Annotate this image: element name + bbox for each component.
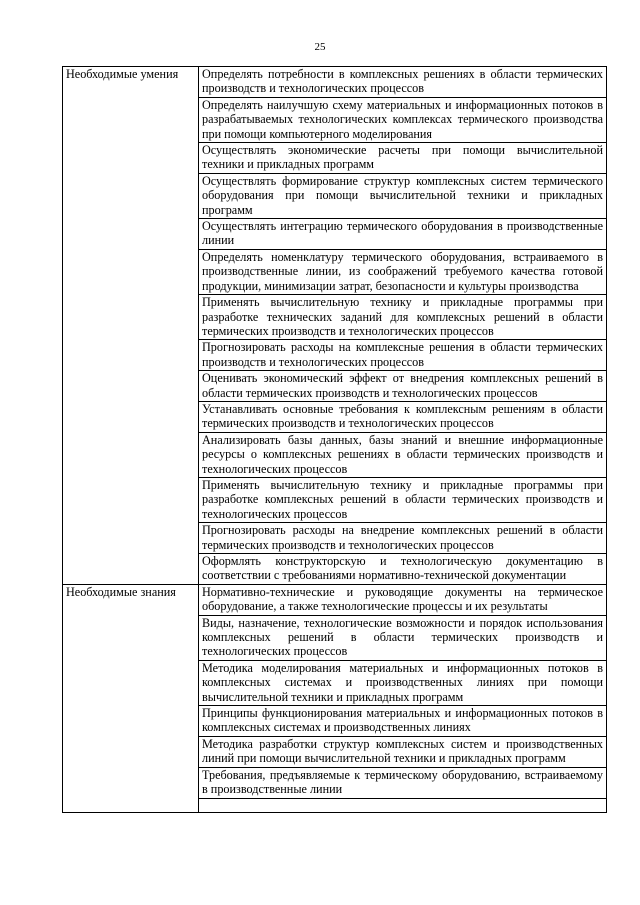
requirement-item: Методика разработки структур комплексных систем и производственных линий при помощи вычислительной техники и прикладных программ: [199, 736, 607, 767]
requirement-item: Прогнозировать расходы на внедрение комплексных решений в области термических производств и технологических процессов: [199, 523, 607, 554]
requirement-item: Устанавливать основные требования к комплексным решениям в области термических производств и технологических процессов: [199, 401, 607, 432]
requirement-item: Применять вычислительную технику и прикладные программы при разработке комплексных решений в области термических производств и технологических процессов: [199, 477, 607, 522]
requirement-item: Определять номенклатуру термического оборудования, встраиваемого в производственные линии, из соображений требуемого качества готовой продукции, минимизации затрат, безопасности и культуры производства: [199, 249, 607, 294]
requirement-item: Методика моделирования материальных и информационных потоков в комплексных системах и производственных линиях при помощи вычислительной техники и прикладных программ: [199, 660, 607, 705]
requirement-item: Осуществлять экономические расчеты при помощи вычислительной техники и прикладных программ: [199, 143, 607, 174]
requirement-item: Нормативно-технические и руководящие документы на термическое оборудование, а также технологические процессы и их результаты: [199, 584, 607, 615]
requirement-item: Осуществлять интеграцию термического оборудования в производственные линии: [199, 219, 607, 250]
table-row: [63, 584, 607, 615]
requirement-item: Принципы функционирования материальных и информационных потоков в комплексных системах и производственных линиях: [199, 706, 607, 737]
requirement-item: Виды, назначение, технологические возможности и порядок использования комплексных решений в области термических производств и технологических процессов: [199, 615, 607, 660]
requirement-item: Оценивать экономический эффект от внедрения комплексных решений в области термических производств и технологических процессов: [199, 371, 607, 402]
page-number: 25: [314, 41, 326, 53]
table-row: [63, 67, 607, 98]
section-label: Необходимые умения: [63, 67, 199, 585]
requirement-item: Анализировать базы данных, базы знаний и внешние информационные ресурсы о комплексных решениях в области термических производств и технологических процессов: [199, 432, 607, 477]
requirement-item: Оформлять конструкторскую и технологическую документацию в соответствии с требованиями нормативно-технической документации: [199, 554, 607, 585]
requirement-item: Определять потребности в комплексных решениях в области термических производств и технологических процессов: [199, 67, 607, 98]
requirement-item: Требования, предъявляемые к термическому оборудованию, встраиваемому в производственные линии: [199, 767, 607, 798]
empty-cell: [199, 798, 607, 812]
requirements-table: [62, 66, 607, 813]
section-label: Необходимые знания: [63, 584, 199, 812]
requirement-item: Прогнозировать расходы на комплексные решения в области термических производств и технологических процессов: [199, 340, 607, 371]
requirement-item: Осуществлять формирование структур комплексных систем термического оборудования при помощи вычислительной техники и прикладных программ: [199, 173, 607, 218]
requirement-item: Определять наилучшую схему материальных и информационных потоков в разрабатываемых технологических комплексах термического производства при помощи компьютерного моделирования: [199, 97, 607, 142]
requirement-item: Применять вычислительную технику и прикладные программы при разработке технических заданий для комплексных решений в области термических производств и технологических процессов: [199, 295, 607, 340]
